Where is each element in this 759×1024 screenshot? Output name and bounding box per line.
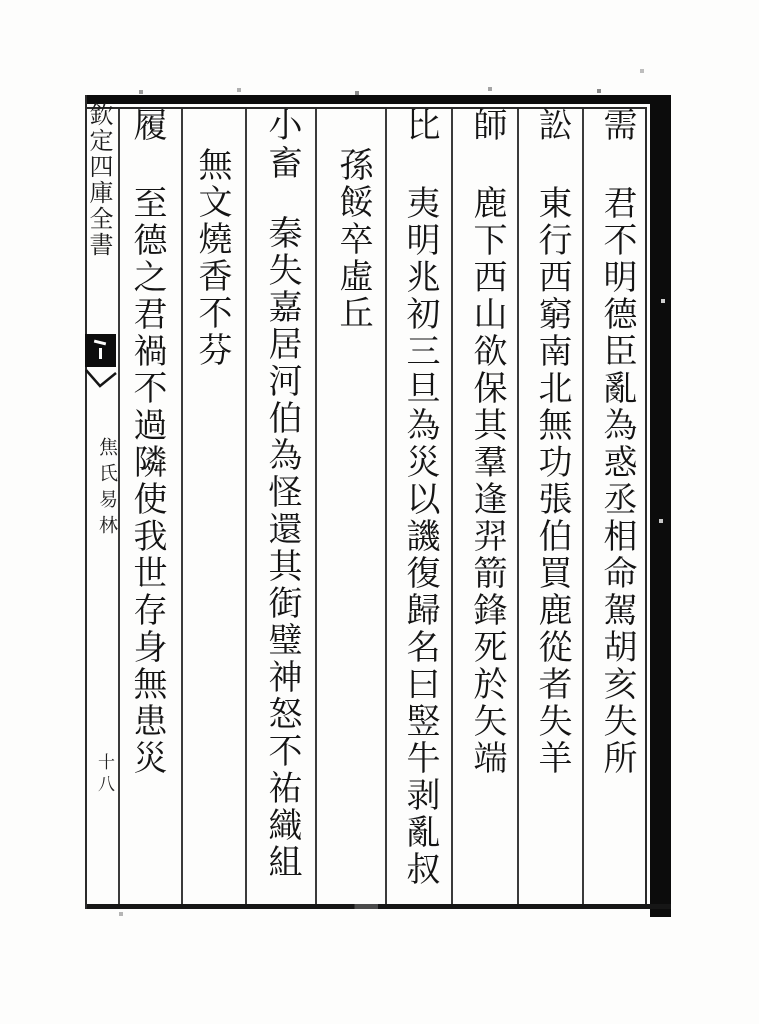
fishtail-white-mark [99,348,102,359]
hexagram-name-lv: 履 [128,107,165,145]
series-title: 欽定四庫全書 [85,102,111,258]
column-rule-8 [582,108,584,904]
scan-noise [0,0,2,2]
frame-border-top [85,95,671,104]
verse-shi: 鹿下西山欲保其羣逢羿箭鋒死於矢端 [468,185,505,777]
column-rule-6 [451,108,453,904]
column-rule-1 [118,108,120,904]
page-number: 十八 [95,753,114,797]
verse-bi-continuation: 孫餒卒虛丘 [334,147,371,332]
frame-inner-line-right [645,107,647,905]
hexagram-name-bi: 比 [401,107,438,145]
frame-border-right [650,95,671,917]
fishtail-marker [85,334,116,367]
column-rule-7 [517,108,519,904]
verse-lv: 至德之君禍不過隣使我世存身無患災 [128,185,165,777]
verse-song: 東行西窮南北無功張伯買鹿從者失羊 [533,185,570,777]
hexagram-name-xu: 需 [598,107,635,145]
hexagram-name-shi: 師 [468,107,505,145]
verse-bi: 夷明兆初三旦為災以譏復歸名曰竪牛剥亂叔 [401,185,438,888]
fishtail-chevron-icon [84,366,118,392]
hexagram-name-xiaoxu: 小畜 [263,107,300,183]
column-rule-5 [385,108,387,904]
frame-border-bottom [85,904,671,909]
column-rule-3 [245,108,247,904]
verse-xiaoxu: 秦失嘉居河伯為怪還其衘璧神怒不祐織組 [263,215,300,881]
fishtail-white-mark [94,340,106,346]
column-rule-4 [315,108,317,904]
verse-xu: 君不明德臣亂為惑丞相命駕胡亥失所 [598,185,635,777]
verse-xiaoxu-continuation: 無文燒香不芬 [193,147,230,369]
column-rule-2 [181,108,183,904]
book-title: 焦氏易林 [96,437,117,541]
hexagram-name-song: 訟 [533,107,570,145]
